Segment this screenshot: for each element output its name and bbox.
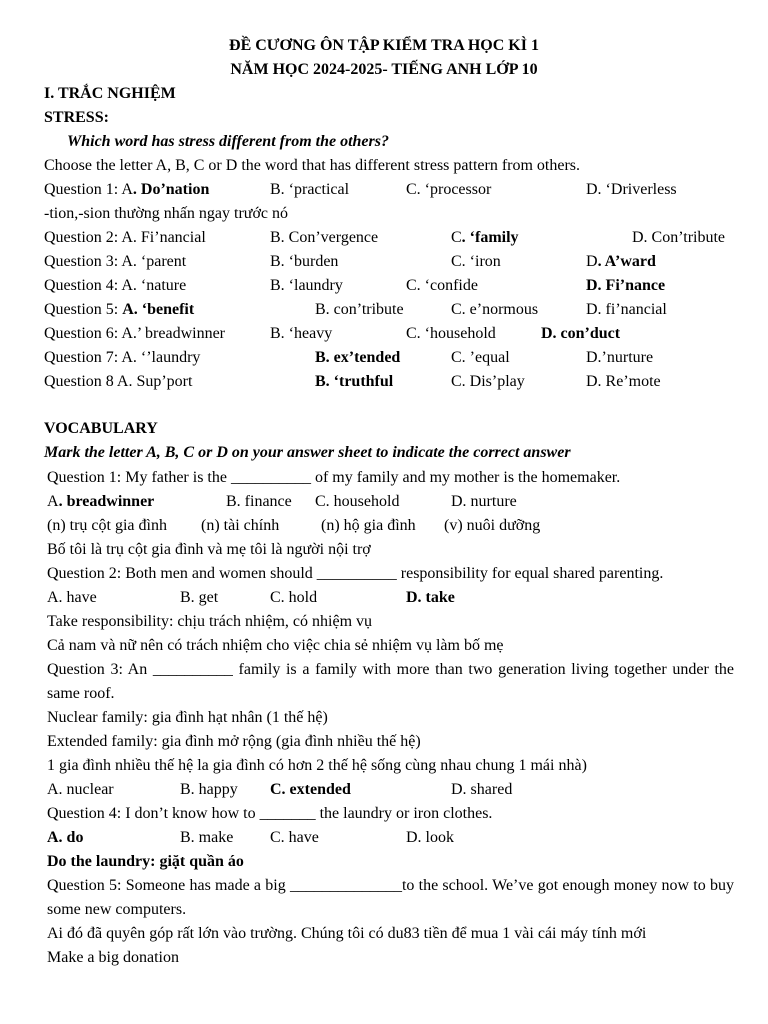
answer-c: C. ‘processor [406, 181, 492, 198]
meaning-b: (n) tài chính [201, 517, 280, 534]
answer-d: D. look [406, 829, 454, 846]
stress-instruction-italic: Which word has stress different from the others? [67, 133, 389, 150]
answer-b: B. ‘heavy [270, 325, 333, 342]
vocab-question-1-translation: Bố tôi là trụ cột gia đình và mẹ tôi là người nội trợ [47, 541, 371, 558]
answer-d: D. fi’nancial [586, 301, 667, 318]
answer-d: D. nurture [451, 493, 517, 510]
answer-d-correct: . A’ward [597, 253, 656, 270]
answer-d-correct: D. Fi’nance [586, 277, 666, 294]
document-title-line-1: ĐỀ CƯƠNG ÔN TẬP KIỂM TRA HỌC KÌ 1 [229, 37, 539, 54]
vocab-question-4: Question 4: I don’t know how to _______ the laundry or iron clothes. [47, 805, 493, 822]
stress-question-3 [0, 250, 768, 274]
vocab-question-1-options [0, 490, 768, 514]
answer-c: C. ‘confide [406, 277, 478, 294]
answer-d: D. shared [451, 781, 513, 798]
answer-d: D. ‘Driverless [586, 181, 677, 198]
answer-d: D. Con’tribute [632, 229, 726, 246]
document-title-line-2: NĂM HỌC 2024-2025- TIẾNG ANH LỚP 10 [230, 61, 538, 78]
answer-d-letter: D [586, 253, 598, 270]
answer-c: C. ‘iron [451, 253, 501, 270]
vocab-question-5: Question 5: Someone has made a big ______________to the school. We’ve got enough money now to buy some new computers. [47, 877, 734, 918]
vocab-question-3-note-2: Extended family: gia đình mở rộng (gia đình nhiều thế hệ) [47, 733, 421, 750]
answer-b-correct: B. ‘truthful [315, 373, 394, 390]
answer-c-correct: C. extended [270, 781, 351, 798]
answer-c: C. hold [270, 589, 318, 606]
answer-b: B. ‘laundry [270, 277, 343, 294]
vocab-question-5-note: Make a big donation [47, 949, 179, 966]
answer-b: B. finance [226, 493, 292, 510]
stress-question-4 [0, 274, 768, 298]
meaning-c: (n) hộ gia đình [321, 517, 416, 534]
answer-c-correct: . ‘family [461, 229, 519, 246]
vocab-question-1: Question 1: My father is the __________ of my family and my mother is the homemaker. [47, 469, 621, 486]
vocab-question-4-note: Do the laundry: giặt quần áo [47, 853, 244, 870]
stress-question-1 [0, 178, 768, 202]
answer-c: C. have [270, 829, 319, 846]
answer-a-correct: A. do [47, 829, 84, 846]
stress-question-6 [0, 322, 768, 346]
question-label: Question 6: A.’ breadwinner [44, 325, 225, 342]
answer-c: C. household [315, 493, 400, 510]
vocab-question-4-options [0, 826, 768, 850]
answer-c: C. e’normous [451, 301, 539, 318]
answer-d-correct: D. take [406, 589, 455, 606]
vocab-question-3-note-1: Nuclear family: gia đình hạt nhân (1 thế hệ) [47, 709, 328, 726]
vocab-question-3-options [0, 778, 768, 802]
question-label: Question 3: A. ‘parent [44, 253, 187, 270]
answer-b: B. con’tribute [315, 301, 404, 318]
answer-c: C. Dis’play [451, 373, 525, 390]
vocab-question-2-options [0, 586, 768, 610]
answer-c-letter: C [451, 229, 462, 246]
question-label: Question 7: A. ‘’laundry [44, 349, 201, 366]
stress-question-8 [0, 370, 768, 394]
stress-question-2 [0, 226, 768, 250]
answer-d: D. Re’mote [586, 373, 661, 390]
answer-b: B. Con’vergence [270, 229, 379, 246]
answer-b: B. get [180, 589, 219, 606]
answer-c: C. ‘household [406, 325, 496, 342]
vocabulary-instruction: Mark the letter A, B, C or D on your answer sheet to indicate the correct answer [44, 444, 571, 461]
section-heading-multiple-choice: I. TRẮC NGHIỆM [44, 85, 176, 102]
stress-label: STRESS: [44, 109, 109, 126]
stress-note: -tion,-sion thường nhấn ngay trước nó [44, 205, 289, 222]
vocab-question-2: Question 2: Both men and women should __________ responsibility for equal shared parenting. [47, 565, 664, 582]
stress-question-5 [0, 298, 768, 322]
vocab-question-2-translation: Cả nam và nữ nên có trách nhiệm cho việc chia sẻ nhiệm vụ làm bố mẹ [47, 637, 504, 654]
answer-d-correct: D. con’duct [541, 325, 621, 342]
stress-question-7 [0, 346, 768, 370]
vocab-question-5-translation: Ai đó đã quyên góp rất lớn vào trường. Chúng tôi có du83 tiền để mua 1 vài cái máy tính mới [47, 925, 647, 942]
answer-b: B. happy [180, 781, 238, 798]
answer-b: B. ‘practical [270, 181, 350, 198]
question-label: Question 2: A. Fi’nancial [44, 229, 206, 246]
vocab-question-2-note: Take responsibility: chịu trách nhiệm, có nhiệm vụ [47, 613, 373, 630]
answer-a: A. nuclear [47, 781, 114, 798]
vocab-question-3-note-3: 1 gia đình nhiều thế hệ la gia đình có hơn 2 thế hệ sống cùng nhau chung 1 mái nhà) [47, 757, 587, 774]
vocabulary-heading: VOCABULARY [44, 420, 158, 437]
answer-b-correct: B. ex’tended [315, 349, 401, 366]
answer-a-correct: . Do’nation [132, 181, 210, 198]
vocab-question-1-meanings [0, 514, 768, 538]
answer-b: B. ‘burden [270, 253, 339, 270]
meaning-a: (n) trụ cột gia đình [47, 517, 167, 534]
answer-d: D.’nurture [586, 349, 654, 366]
question-label: Question 1: A [44, 181, 133, 198]
answer-b: B. make [180, 829, 234, 846]
question-label: Question 8 A. Sup’port [44, 373, 193, 390]
answer-a: A. have [47, 589, 97, 606]
answer-a-correct: A. ‘benefit [122, 301, 195, 318]
stress-instruction: Choose the letter A, B, C or D the word that has different stress pattern from others. [44, 157, 581, 174]
vocab-question-3: Question 3: An __________ family is a family with more than two generation living together under the same roof. [47, 661, 734, 702]
answer-a-correct: . breadwinner [58, 493, 155, 510]
question-label: Question 5: [44, 301, 123, 318]
answer-c: C. ’equal [451, 349, 510, 366]
meaning-d: (v) nuôi dưỡng [444, 517, 541, 534]
question-label: Question 4: A. ‘nature [44, 277, 187, 294]
answer-a-letter: A [47, 493, 59, 510]
